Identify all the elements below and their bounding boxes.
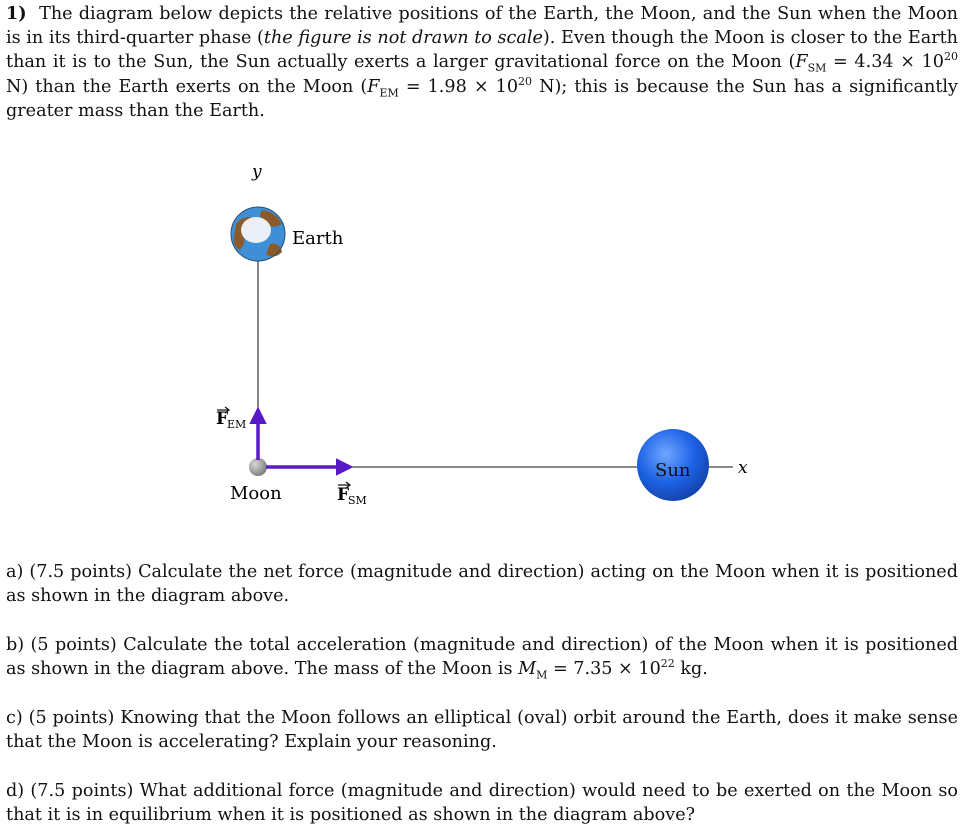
- question-c: c) (5 points) Knowing that the Moon follows an elliptical (oval) orbit around the Earth, does it make sense that the Moon is accelerating? Explain your reasoning.: [6, 708, 958, 753]
- problem-statement: [6, 2, 958, 123]
- fsm-symbol: F: [795, 52, 808, 73]
- fsm-unit: N) than the Earth exerts on the Moon (: [6, 76, 368, 97]
- moon-mass-unit: kg.: [674, 659, 708, 680]
- question-b: [6, 633, 958, 681]
- moon-mass-symbol: M: [518, 659, 537, 680]
- sun-label: Sun: [655, 460, 691, 481]
- fem-subscript: EM: [379, 86, 399, 100]
- problem-number: 1): [6, 3, 27, 24]
- moon-label: Moon: [230, 483, 282, 504]
- fem-label-subscript: EM: [227, 418, 247, 431]
- fem-symbol: F: [367, 76, 380, 97]
- earth-label: Earth: [292, 228, 344, 249]
- fem-value: = 1.98 × 10: [398, 76, 519, 97]
- fsm-exponent: 20: [944, 50, 958, 64]
- question-a: a) (7.5 points) Calculate the net force (magnitude and direction) acting on the Moon when it is positioned as shown in the diagram above.: [6, 562, 958, 607]
- earth-moon-sun-diagram: [0, 140, 963, 540]
- y-axis-label: y: [252, 162, 262, 182]
- fem-exponent: 20: [518, 74, 533, 88]
- fsm-label: [337, 482, 367, 507]
- question-b-text: b) (5 points) Calculate the total acceleration (magnitude and direction) of the Moon when it is positioned as shown in the diagram above. The mass of the Moon is: [6, 635, 958, 680]
- fsm-label-symbol: F: [337, 485, 350, 505]
- fsm-subscript: SM: [807, 61, 827, 75]
- fsm-label-subscript: SM: [348, 494, 367, 507]
- x-axis-label: x: [738, 458, 748, 478]
- figure-note: the figure is not drawn to scale: [263, 28, 543, 49]
- intro-text-2: ). Even though the Moon is closer to the Earth than it is to the Sun, the Sun actually exerts a larger gravitational force on the Moon (: [6, 28, 959, 73]
- moon-icon: [249, 458, 267, 476]
- fem-label-symbol: F: [216, 409, 229, 429]
- intro-text-1: The diagram below depicts the relative positions of the Earth, the Moon, and the Sun when the Moon is in its third-quarter phase (: [6, 4, 959, 49]
- fsm-value: = 4.34 × 10: [826, 52, 944, 73]
- earth-icon: [231, 207, 285, 261]
- moon-mass-value: = 7.35 × 10: [547, 659, 661, 680]
- question-d: d) (7.5 points) What additional force (magnitude and direction) would need to be exerted on the Moon so that it is in equilibrium when it is positioned as shown in the diagram above?: [6, 781, 958, 826]
- moon-mass-subscript: M: [536, 668, 548, 682]
- intro-text-3: N); this is because the Sun has a significantly greater mass than the Earth.: [6, 76, 958, 121]
- fem-label: [216, 407, 246, 431]
- moon-mass-exponent: 22: [660, 657, 675, 671]
